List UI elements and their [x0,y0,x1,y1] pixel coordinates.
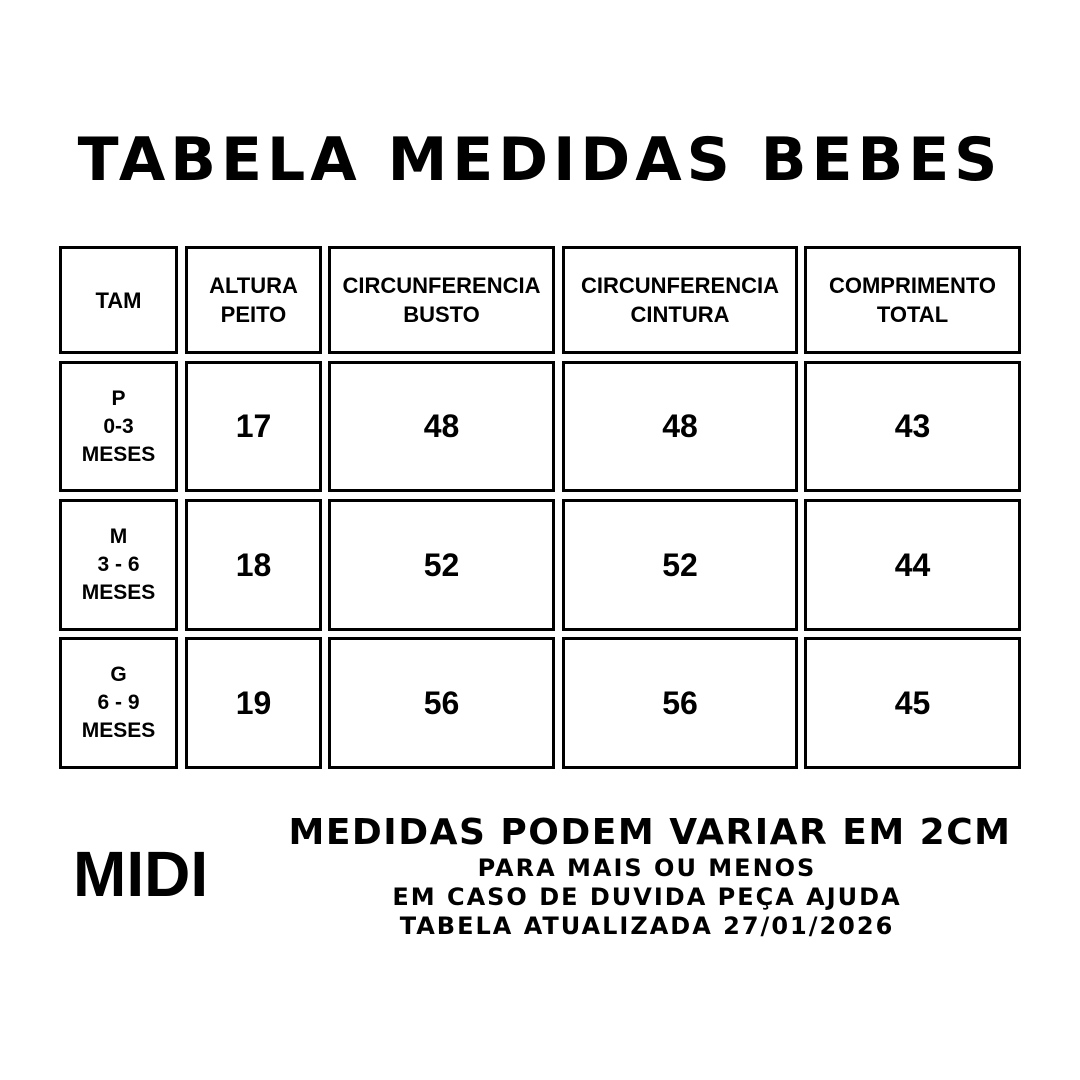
value-cell-altura-peito: 18 [185,499,322,631]
model-label: MIDI [73,838,209,910]
value-cell-altura-peito: 17 [185,361,322,492]
value-cell-circunferencia-cintura: 56 [562,637,798,769]
value-cell-circunferencia-cintura: 52 [562,499,798,631]
size-cell-p: P 0-3 MESES [59,361,178,492]
header-cell-comprimento-total: COMPRIMENTO TOTAL [804,246,1021,354]
measurement-variance-note: MEDIDAS PODEM VARIAR EM 2CM [288,812,1012,853]
page-title: TABELA MEDIDAS BEBES [77,125,1003,195]
note-line-1: PARA MAIS OU MENOS [477,854,817,882]
value-cell-circunferencia-busto: 56 [328,637,555,769]
value-cell-comprimento-total: 44 [804,499,1021,631]
value-cell-comprimento-total: 45 [804,637,1021,769]
value-cell-circunferencia-busto: 52 [328,499,555,631]
note-line-3: TABELA ATUALIZADA 27/01/2026 [399,912,895,940]
header-cell-tam: TAM [59,246,178,354]
value-cell-circunferencia-cintura: 48 [562,361,798,492]
header-cell-circunferencia-busto: CIRCUNFERENCIA BUSTO [328,246,555,354]
value-cell-comprimento-total: 43 [804,361,1021,492]
header-cell-circunferencia-cintura: CIRCUNFERENCIA CINTURA [562,246,798,354]
header-cell-altura-peito: ALTURA PEITO [185,246,322,354]
size-cell-g: G 6 - 9 MESES [59,637,178,769]
size-cell-m: M 3 - 6 MESES [59,499,178,631]
value-cell-altura-peito: 19 [185,637,322,769]
value-cell-circunferencia-busto: 48 [328,361,555,492]
note-line-2: EM CASO DE DUVIDA PEÇA AJUDA [392,883,902,911]
